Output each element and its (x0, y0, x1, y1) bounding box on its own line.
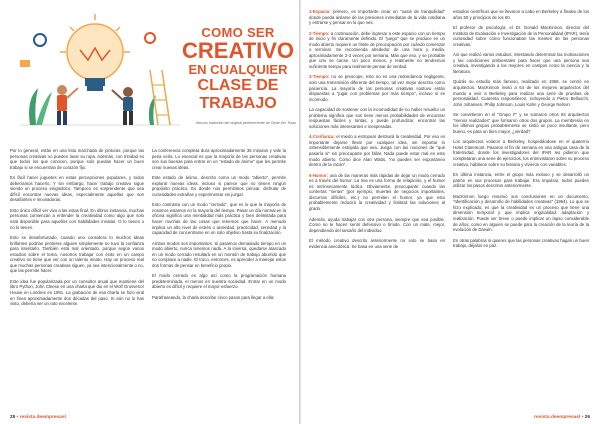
paragraph-text: una de las maneras más rápidas de dejar un modo cerrado es a través del humor. La risa es una forma de relajación, y el humor es intrínsecamente lúdico. Obviamente, preocupante cuando las contertas "serias" (por ejemplo, muertes de negocios importantes, discursos difíciles, etc.) no permiten el humor, ya que esto probablemente reducirá la creatividad y limitará las soluciones al grado. (309, 172, 445, 211)
paragraph (309, 238, 445, 249)
paragraph-text: a continuación, debe ingresar a este espacio con un tiempo de inicio y fin claramente definido. El "juego" que se produce en un modo abierto requiere un límite de preocupación por cuándo comenzar o terminar. Se recomienda alrededor de una hora y media, aproximadamente 2-3 veces por semana. Más que eso, y se probable que uno se canse. Un poco menos, y realmente no tendremos suficiente tiempo para realmente pensar de verdad. (309, 30, 445, 69)
paragraph-text: el miedo a estropear destruirá la creatividad. Por eso es importante dejarse llevar por cualquier idea, sin importar lo ostensiblemente estúpida que sea. Juega con las nociones de "qué pasaría si" sin preocuparte por fallar. Nada puede estar mal en este modo abierto. Como dice Alan Watts, "no puedes ser espontáneo dentro de la razón". (309, 134, 445, 168)
step-heading: 3-Tiempo: (309, 74, 330, 80)
left-column-2 (152, 148, 286, 306)
footer-right (534, 415, 590, 420)
paragraph: Quizás su estudio más famoso, realizado en 1958, se centró en arquitectos. MacKinnon invitó a 64 de los mejores arquitectos del mundo a vivir a Berkeley para realizar una serie de pruebas de personalidad. Cuarenta respondieron, incluyendo a Pietro Belluschi, John Johansen, Philip Johnson, Louis Kahn y George Nelson. (453, 79, 589, 107)
right-page (301, 0, 600, 424)
footer-brand-left: • revista deempresasl (15, 415, 66, 420)
paragraph: Por lo general, están en una lista marchada de pinturas, porque las personas creativas no pueden lavar su ropa. Además, con trinidad es que todos los que conocen, porque solo puedan hacer un buen trabajo si se encuentran de corazón fijo. (10, 148, 144, 170)
paragraph: Se convirtieron en el "Grupo F" y se sumaron otros 84 arquitectos "menos realizados" que formaron otros dos grupos. La membresía en los últimos grupos probablemente se sintió un poco insultante, pero bueno, es para un bien mayor, ¿verdad? (453, 112, 589, 134)
paragraph: Parafraseando, la charla describe cinco pasos para llegar a ella: (152, 295, 275, 301)
footer-brand-right: revista deempresasl • (534, 415, 585, 420)
paragraph (309, 74, 445, 102)
paragraph: Esto se desafortunado, cuando uno considera lo muchos ideas brillantes podrían perderse alguien simplemente no tuvo la confianza para intentarlo. También está mal orientado, porque según varios estudios sobre el tema, nosotros trabajar con éxito en un campo creativo no tiene que ver con un talento innato. Hay un proceso real que muchas personas creativas siguen, ya sea intencionalmente o no, que las permite hacer. (10, 235, 145, 274)
paragraph-text: La capacidad de sostener con la incomodidad de no haber resuelto un problema significa que son tiene menos probabilidades de encontrar respuestas fáciles y tontas, y puede profundizar, encontrar las soluciones más interesantes e inesperadas. (309, 107, 445, 129)
step-heading: 4-Confianza: (309, 134, 335, 140)
paragraph (309, 173, 445, 212)
left-column-1 (10, 148, 144, 312)
paragraph-text: Además, ayuda trabajar con otra persona, siempre que sea posible. Como no te hacen sentir defensivo o tímido. Con un mate, mejor, dependiendo del tamaño del individuo. (309, 216, 445, 233)
paragraph: Los arquitectos volaron a Berkeley, hospedándose en el quaterno Hotel Claremont. Pasaron el fin de semana en una antigua casa de la fraternidad, donde los investigadores del IPAR les pidieron que completaran una serie de ejercicios, los entrevistaron sobre su proceso creativo, hablaron sobre su historia y vivieron con variables. (453, 139, 589, 167)
title-line-3: EN CUALQUIER (188, 62, 288, 77)
paragraph: Esto único difícil ver vivo a las estas final. En último instancia, muchas personas comienzan a entender la creatividad como algo que solo está disponible para aquellos con habilidades innatas. O lo tienes o no lo tienes. (10, 207, 144, 230)
step-heading: 5-Humor: (309, 172, 329, 178)
step-heading: 1-Espacio: (309, 9, 331, 14)
paragraph: Es fácil hacer juguetes en estas percepciones populares, y todos deberíamos hacerlo. Y sin embargo, hacer trabajo creativo sigue siendo un proceso enigmático. Tampoco es sorprendente que sea difícil encontrar nuevas ideas, especialmente aquellas que son desafiantes e innovadoras. (10, 175, 144, 203)
paragraph (309, 217, 445, 234)
paragraph (309, 134, 445, 167)
right-column-2 (453, 9, 589, 254)
paragraph-text: El método creativo descrito anteriormente no solo se basa en evidencia anecdótica. Se basa en una serie de (309, 238, 445, 249)
article-credit: Artículo traducido del original perteneciente de Omar Ibrr Troas (195, 121, 296, 125)
title-line-4: CLASE DE TRABAJO (197, 77, 279, 112)
paragraph: Esto contrasta con un modo "cerrado", que es lo que la mayoría de nosotros estamos en la mayoría del tiempo. Pasar un día normal en la oficina significa una mentalidad más práctica y bien delimitada para hacer muchas de las cosas que tenemos que hacer. A menudo implica un alto nivel de estrés o ansiedad, practicidad, seriedad y la capacidad de concentrarse en un solo objetivo hasta su finalización. (152, 202, 286, 236)
paragraph: Este idea fue popularizada por un consultor anual que mantiene del libro Python, John Cleese en una charla que dio en el Wolf Grosvenor House en Londres en 1991. La grabación de esa charla se hizo viral en línea aproximadamente dos décadas del paso. Si aún no lo has visto, debería ser un rato excelente. (10, 278, 144, 307)
article-title (182, 26, 294, 113)
paragraph: estudios científicos que se llevaron a cabo en Berkeley a finales de los años 50 y principios de los 60. (453, 9, 589, 20)
right-column-1 (309, 9, 445, 254)
title-line-2: CREATIVO (182, 38, 295, 63)
paragraph (309, 31, 445, 70)
paragraph: En otras palabras si quieres que las personas creativas hagan un buen trabajo, déjalos en paz. (453, 237, 589, 249)
paragraph-text: no se preocupe, esto no es una redundancia negligente, solo una transmisión diferente del tiempo, tal vez mejor descrito como paciencia. La mayoría de las personas creativas sostuvo están dispuestas a "jugar con problemas por más tiempo", incluso si es incómodo. (309, 74, 445, 102)
title-line-1: COMO SER (201, 25, 275, 40)
paragraph: MacKinnon luego resumió sus conclusiones en un documento, "Identificación y desarrollo de habilidades creativas" (1964). Lo que se hizo explicado, es que la creatividad es un proceso que tiene una dimensión temporal y que implica originalidad, adaptación y realización. Puede ser breve o puede implicar un lapso considerable de años, como en alguien se puede para la creación de la teoría de la evolución de Darwin. (453, 193, 589, 233)
paragraph: La conferencia completa dura aproximadamente 35 minutos y vale la pena verla. Lo esencial es que la mayoría de las personas creativas son sus buenas para entrar en un "estado de ánimo" que les permite crear nuevas ideas. (152, 148, 286, 170)
paragraph: En última instancia, entre el grupo más exitoso y se desarrolló un patrón en sus procesos para trabajar. Era impulsar, todos pueden utilizar los pasos descritos anteriormente. (453, 172, 589, 189)
page-number-right: 26 (584, 415, 590, 420)
paragraph-text: primero, es importante crear un "oasis de tranquilidad" donde pueda aislarse de las presiones inmediatas de la vida cotidiana y entrarse y pensar en lo que ves. (309, 9, 445, 26)
paragraph: Este estado de ánimo, descrito como un modo "abierto", permite explorar nuevas ideas, incluso si parece que no tienen ningún propósito práctico. Es donde nos permitimos pensar, disfrutar de curiosidades extrañas y experimentar sin juzgar. (152, 175, 286, 197)
paragraph: El modo cerrado es algo así como la programación humana predeterminada, el menos en nuestra sociedad. Entrar en un modo abierto es difícil y requiere el mayor esfuerzo. (152, 273, 286, 290)
paragraph (309, 107, 445, 129)
paragraph: Así que realizó varios estudios, intentando determinar las motivaciones y las condiciones ambientales para hacer que una persona sea creativa, investigando a los mejores en campos como la ciencia y la literatura. (453, 52, 589, 74)
footer-left (10, 415, 66, 420)
paragraph: El profesor de psicología, el Dr. Donald MacKinnon, director del Instituto de Evaluación e Investigación de la Personalidad (IPAR), tenía curiosidad sobre cómo funcionaban las mentes de las personas creativas. (453, 25, 589, 47)
paragraph: Ambos modos son importantes. Si pasamos demasiado tiempo en un modo abierto, nunca tenemos nada. A la inversa, quedarse atascado en un modo cerrado resultará en un montón de trabajo aburrido que no complace a nadie. El truco, entonces, es aprender a manejar estos dos formas de pensar en beneficio propio. (152, 240, 286, 268)
left-page (0, 0, 299, 424)
paragraph (309, 9, 445, 26)
page-number-left: 25 (10, 415, 16, 420)
header-illustration (0, 0, 299, 160)
step-heading: 2-Tiempo: (309, 30, 330, 36)
